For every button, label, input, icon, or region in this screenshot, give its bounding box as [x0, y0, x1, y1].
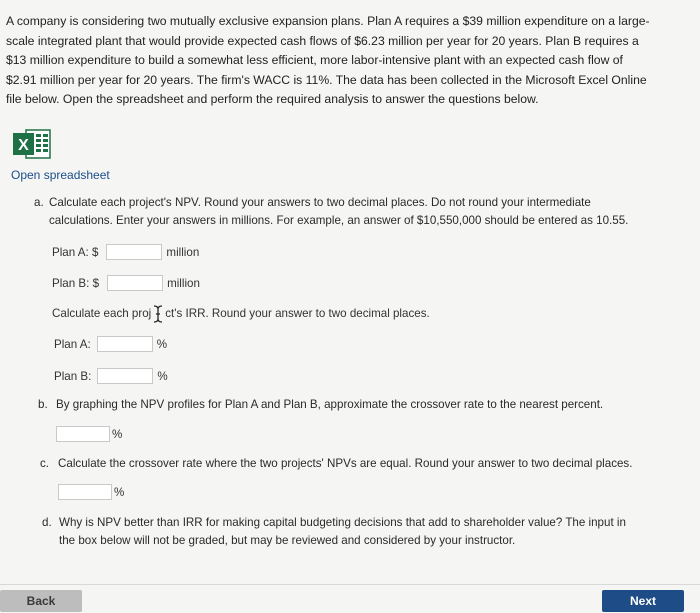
- npv-plan-a-row: [52, 244, 199, 260]
- npv-plan-b-label: Plan B: $: [52, 276, 100, 290]
- irr-prompt-prefix: Calculate each proj: [52, 306, 152, 320]
- part-d-question: [59, 514, 679, 550]
- part-b-label: b.: [38, 398, 48, 411]
- irr-plan-a-label: Plan A:: [54, 337, 91, 351]
- part-a-question: [49, 194, 679, 230]
- part-d-label: d.: [42, 516, 52, 529]
- part-a-line-2: calculations. Enter your answers in millions. For example, an answer of $10,550,000 should be entered as 10.55.: [49, 214, 629, 227]
- crossover-exact-unit: %: [114, 485, 125, 499]
- intro-line-1: A company is considering two mutually exclusive expansion plans. Plan A requires a $39 million expenditure on a large-: [6, 14, 650, 28]
- npv-plan-b-row: [52, 275, 200, 291]
- irr-plan-a-row: [54, 336, 167, 352]
- footer-divider: [0, 584, 700, 585]
- npv-plan-a-input[interactable]: [106, 244, 162, 260]
- irr-prompt: [52, 305, 430, 321]
- problem-statement: [6, 12, 676, 110]
- irr-plan-b-input[interactable]: [97, 368, 153, 384]
- intro-line-4: $2.91 million per year for 20 years. The firm's WACC is 11%. The data has been collected in the Microsoft Excel Online: [6, 72, 647, 87]
- part-c-question: Calculate the crossover rate where the two projects' NPVs are equal. Round your answer to two decimal places.: [58, 457, 633, 470]
- irr-plan-a-input[interactable]: [97, 336, 153, 352]
- part-a-label: a.: [34, 196, 44, 209]
- part-c-label: c.: [40, 457, 50, 470]
- excel-icon-letter: X: [18, 137, 29, 154]
- crossover-exact-input[interactable]: [58, 484, 112, 500]
- excel-icon[interactable]: [12, 127, 52, 161]
- irr-plan-a-unit: %: [156, 337, 168, 351]
- next-button[interactable]: Next: [602, 590, 684, 612]
- intro-line-5: file below. Open the spreadsheet and perform the required analysis to answer the questions below.: [6, 92, 539, 107]
- crossover-approx-row: [56, 426, 122, 442]
- npv-plan-b-unit: million: [167, 276, 200, 290]
- crossover-approx-input[interactable]: [56, 426, 110, 442]
- intro-line-3: $13 million expenditure to build a somewhat less efficient, more labor-intensive plant with an expected cash flow of: [6, 53, 623, 68]
- back-button[interactable]: Back: [0, 590, 82, 612]
- npv-plan-a-label: Plan A: $: [52, 245, 99, 259]
- part-b-question: By graphing the NPV profiles for Plan A and Plan B, approximate the crossover rate to the nearest percent.: [56, 398, 604, 411]
- open-spreadsheet-link[interactable]: Open spreadsheet: [11, 168, 110, 182]
- part-d-line-2: the box below will not be graded, but may be reviewed and considered by your instructor.: [59, 534, 516, 547]
- npv-plan-a-unit: million: [166, 245, 200, 259]
- intro-line-2: scale integrated plant that would provide expected cash flows of $6.23 million per year for 20 years. Plan B requires a: [6, 33, 639, 48]
- crossover-exact-row: [58, 484, 124, 500]
- irr-plan-b-unit: %: [157, 369, 168, 383]
- npv-plan-b-input[interactable]: [107, 275, 163, 291]
- text-cursor-icon: [151, 305, 165, 321]
- irr-plan-b-label: Plan B:: [54, 369, 92, 383]
- irr-plan-b-row: [54, 368, 168, 384]
- part-a-line-1: Calculate each project's NPV. Round your answers to two decimal places. Do not round your intermediate: [49, 196, 591, 209]
- irr-prompt-suffix: ct's IRR. Round your answer to two decimal places.: [165, 306, 430, 320]
- part-d-line-1: Why is NPV better than IRR for making capital budgeting decisions that add to shareholder value? The input in: [59, 516, 626, 529]
- crossover-approx-unit: %: [112, 427, 123, 441]
